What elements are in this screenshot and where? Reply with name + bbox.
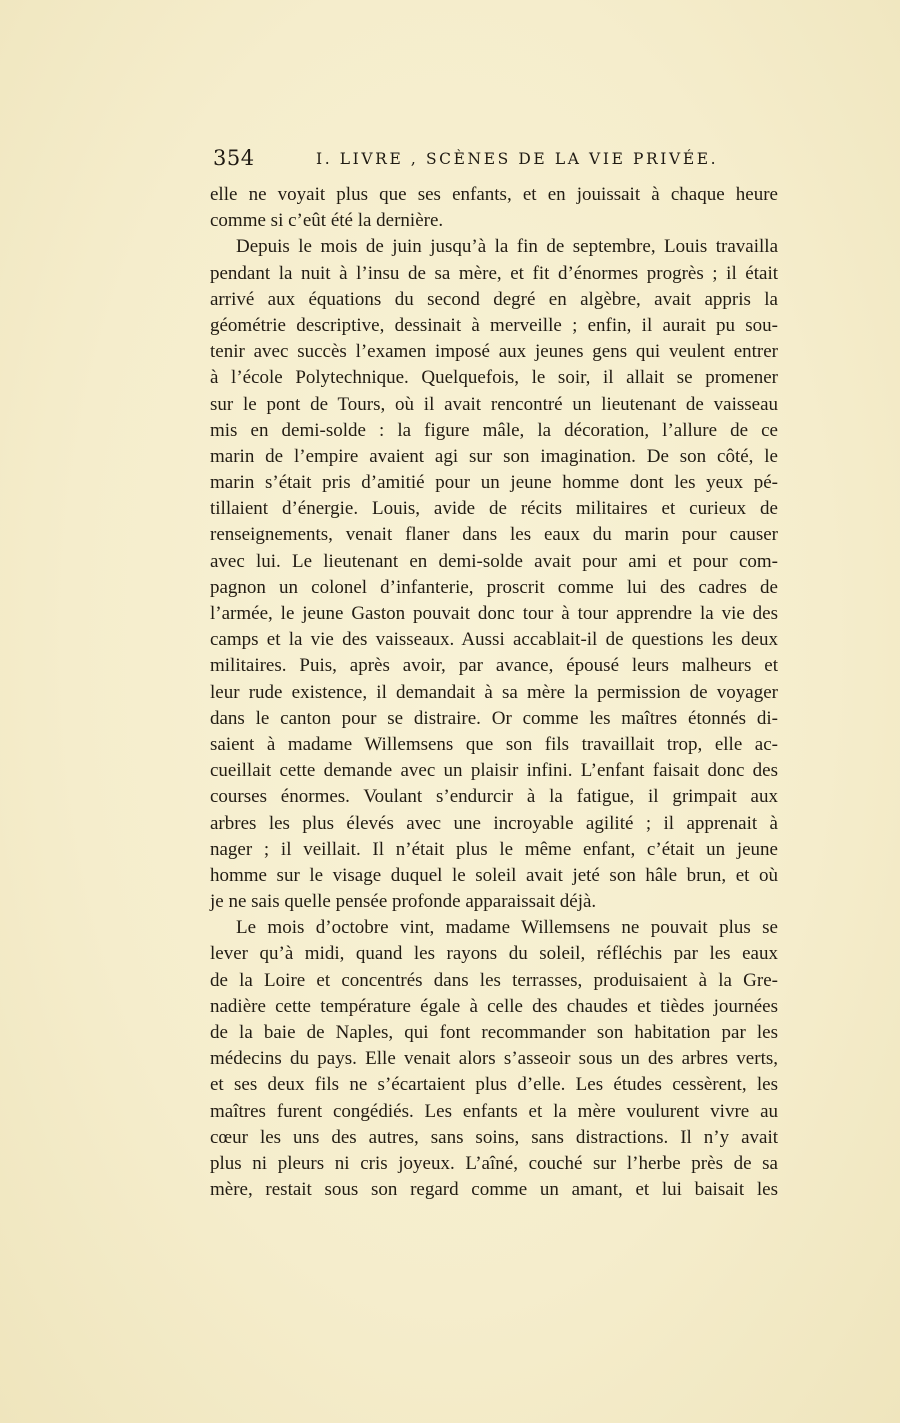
text-line: géométrie descriptive, dessinait à merveille ; enfin, il aurait pu sou- (210, 314, 778, 336)
text-line: camps et la vie des vaisseaux. Aussi accablait-il de questions les deux (210, 629, 778, 651)
running-head: I. LIVRE , SCÈNES DE LA VIE PRIVÉE. (316, 150, 719, 168)
body-text (210, 182, 778, 1203)
text-line: mère, restait sous son regard comme un amant, et lui baisait les (210, 1179, 778, 1201)
text-line: renseignements, venait flaner dans les eaux du marin pour causer (210, 524, 778, 546)
text-line: leur rude existence, il demandait à sa mère la permission de voyager (210, 681, 778, 703)
text-line: avec lui. Le lieutenant en demi-solde avait pour ami et pour com- (210, 550, 778, 572)
text-line: l’armée, le jeune Gaston pouvait donc tour à tour apprendre la vie des (210, 603, 778, 624)
text-line: à l’école Polytechnique. Quelquefois, le soir, il allait se promener (210, 367, 778, 389)
text-line: médecins du pays. Elle venait alors s’asseoir sous un des arbres verts, (210, 1048, 778, 1070)
paragraph-first-line: Depuis le mois de juin jusqu’à la fin de septembre, Louis travailla (236, 236, 778, 258)
text-line: de la Loire et concentrés dans les terrasses, produisaient à la Gre- (210, 969, 778, 991)
text-line: je ne sais quelle pensée profonde apparaissait déjà. (210, 891, 597, 913)
text-line: pagnon un colonel d’infanterie, proscrit comme lui des cadres de (210, 576, 778, 598)
text-line: homme sur le visage duquel le soleil avait jeté son hâle brun, et où (210, 864, 778, 886)
page-header (213, 146, 779, 176)
text-line: lever qu’à midi, quand les rayons du soleil, réfléchis par les eaux (210, 943, 778, 965)
page-number: 354 (213, 146, 255, 170)
text-line: sur le pont de Tours, où il avait rencontré un lieutenant de vaisseau (210, 393, 778, 415)
text-line: saient à madame Willemsens que son fils travaillait trop, elle ac- (210, 733, 778, 755)
text-line: plus ni pleurs ni cris joyeux. L’aîné, couché sur l’herbe près de sa (210, 1152, 778, 1174)
text-line: nadière cette température égale à celle des chaudes et tièdes journées (210, 995, 778, 1017)
text-line: dans le canton pour se distraire. Or comme les maîtres étonnés di- (210, 707, 778, 729)
text-line: pendant la nuit à l’insu de sa mère, et fit d’énormes progrès ; il était (210, 262, 778, 284)
text-line: marin s’était pris d’amitié pour un jeune homme dont les yeux pé- (210, 472, 778, 494)
paragraph-first-line: Le mois d’octobre vint, madame Willemsens ne pouvait plus se (236, 917, 778, 939)
text-line: elle ne voyait plus que ses enfants, et en jouissait à chaque heure (210, 184, 778, 205)
text-line: comme si c’eût été la dernière. (210, 210, 444, 232)
text-line: cueillait cette demande avec un plaisir infini. L’enfant faisait donc des (210, 760, 778, 782)
text-line: de la baie de Naples, qui font recommander son habitation par les (210, 1022, 778, 1043)
text-line: tenir avec succès l’examen imposé aux jeunes gens qui veulent entrer (210, 341, 778, 363)
text-line: maîtres furent congédiés. Les enfants et la mère voulurent vivre au (210, 1100, 778, 1122)
text-line: tillaient d’énergie. Louis, avide de récits militaires et curieux de (210, 498, 778, 520)
text-line: nager ; il veillait. Il n’était plus le même enfant, c’était un jeune (210, 838, 778, 860)
text-line: arrivé aux équations du second degré en algèbre, avait appris la (210, 288, 778, 310)
text-line: arbres les plus élevés avec une incroyable agilité ; il apprenait à (210, 812, 778, 834)
text-line: marin de l’empire avaient agi sur son imagination. De son côté, le (210, 445, 778, 467)
text-line: militaires. Puis, après avoir, par avance, épousé leurs malheurs et (210, 655, 778, 677)
text-line: et ses deux fils ne s’écartaient plus d’elle. Les études cessèrent, les (210, 1074, 778, 1096)
text-line: mis en demi-solde : la figure mâle, la décoration, l’allure de ce (210, 419, 778, 441)
text-line: cœur les uns des autres, sans soins, sans distractions. Il n’y avait (210, 1126, 778, 1148)
text-line: courses énormes. Voulant s’endurcir à la fatigue, il grimpait aux (210, 786, 778, 808)
